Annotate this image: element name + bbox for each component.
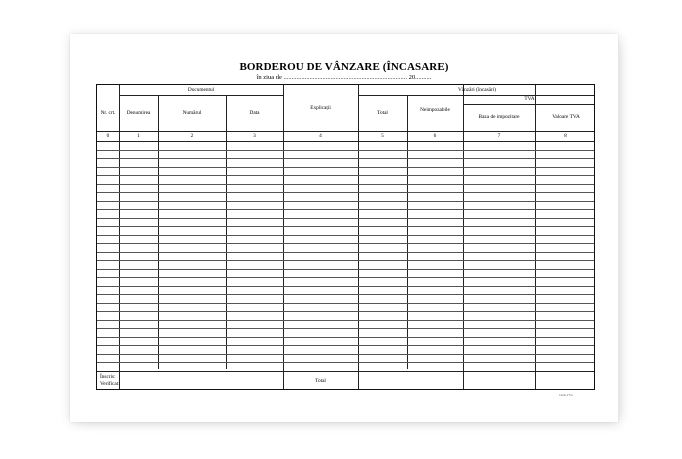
col-header-denumirea: Denumirea bbox=[126, 109, 151, 116]
row-line bbox=[97, 184, 594, 185]
row-line bbox=[97, 320, 594, 321]
col-header-explicatii: Explicații bbox=[310, 104, 331, 111]
row-line bbox=[97, 235, 594, 236]
col-number: 3 bbox=[253, 132, 256, 139]
group-vanzari: Vânzări (încasări) bbox=[457, 86, 497, 93]
col-number: 2 bbox=[190, 132, 194, 139]
footer-verificat: Verificat: bbox=[100, 381, 120, 387]
row-line bbox=[97, 209, 594, 210]
row-line bbox=[97, 354, 594, 355]
form-code: 14-6-17/a bbox=[559, 393, 573, 397]
row-line bbox=[97, 303, 594, 304]
footer-inscris: Înscris: bbox=[100, 374, 116, 380]
row-line bbox=[97, 218, 594, 219]
form-title: BORDEROU DE VÂNZARE (ÎNCASARE) bbox=[239, 61, 449, 73]
col-header-neimpozabile: Neimpozabile bbox=[420, 106, 450, 113]
row-line bbox=[97, 269, 594, 270]
group-documentul: Documentul bbox=[187, 86, 215, 93]
col-header-data: Data bbox=[249, 109, 260, 116]
row-line bbox=[97, 175, 594, 176]
col-header-baza-impozitare: Baza de impozitare bbox=[478, 114, 520, 121]
header-divider bbox=[97, 141, 594, 142]
group-tva: TVA bbox=[524, 96, 535, 103]
footer-total-label: Total bbox=[315, 377, 326, 384]
row-line bbox=[97, 167, 594, 168]
col-header-nr-crt: Nr. crt. bbox=[100, 109, 116, 116]
col-number: 0 bbox=[106, 132, 110, 139]
col-number: 8 bbox=[564, 132, 567, 139]
date-line: în ziua de ............................................................................ 20.......... bbox=[256, 74, 432, 81]
row-line bbox=[97, 345, 594, 346]
col-number: 6 bbox=[433, 132, 437, 139]
row-line bbox=[97, 277, 594, 278]
col-number: 1 bbox=[137, 132, 140, 139]
row-line bbox=[97, 260, 594, 261]
col-header-numarul: Numărul bbox=[182, 109, 202, 116]
row-line bbox=[97, 286, 594, 287]
col-number: 5 bbox=[381, 132, 384, 139]
row-line bbox=[97, 201, 594, 202]
row-line bbox=[97, 226, 594, 227]
row-line bbox=[97, 337, 594, 338]
register-table bbox=[96, 84, 595, 390]
row-line bbox=[97, 192, 594, 193]
row-line bbox=[97, 158, 594, 159]
row-line bbox=[97, 311, 594, 312]
row-line bbox=[97, 294, 594, 295]
row-line bbox=[97, 252, 594, 253]
col-number: 7 bbox=[497, 132, 501, 139]
form-sheet bbox=[70, 34, 618, 422]
col-number: 4 bbox=[319, 132, 322, 139]
row-line bbox=[97, 328, 594, 329]
row-line bbox=[97, 150, 594, 151]
row-line bbox=[97, 243, 594, 244]
col-header-valoare-tva: Valoare TVA bbox=[552, 114, 580, 121]
col-header-total: Total bbox=[377, 109, 388, 116]
row-line bbox=[97, 362, 594, 363]
